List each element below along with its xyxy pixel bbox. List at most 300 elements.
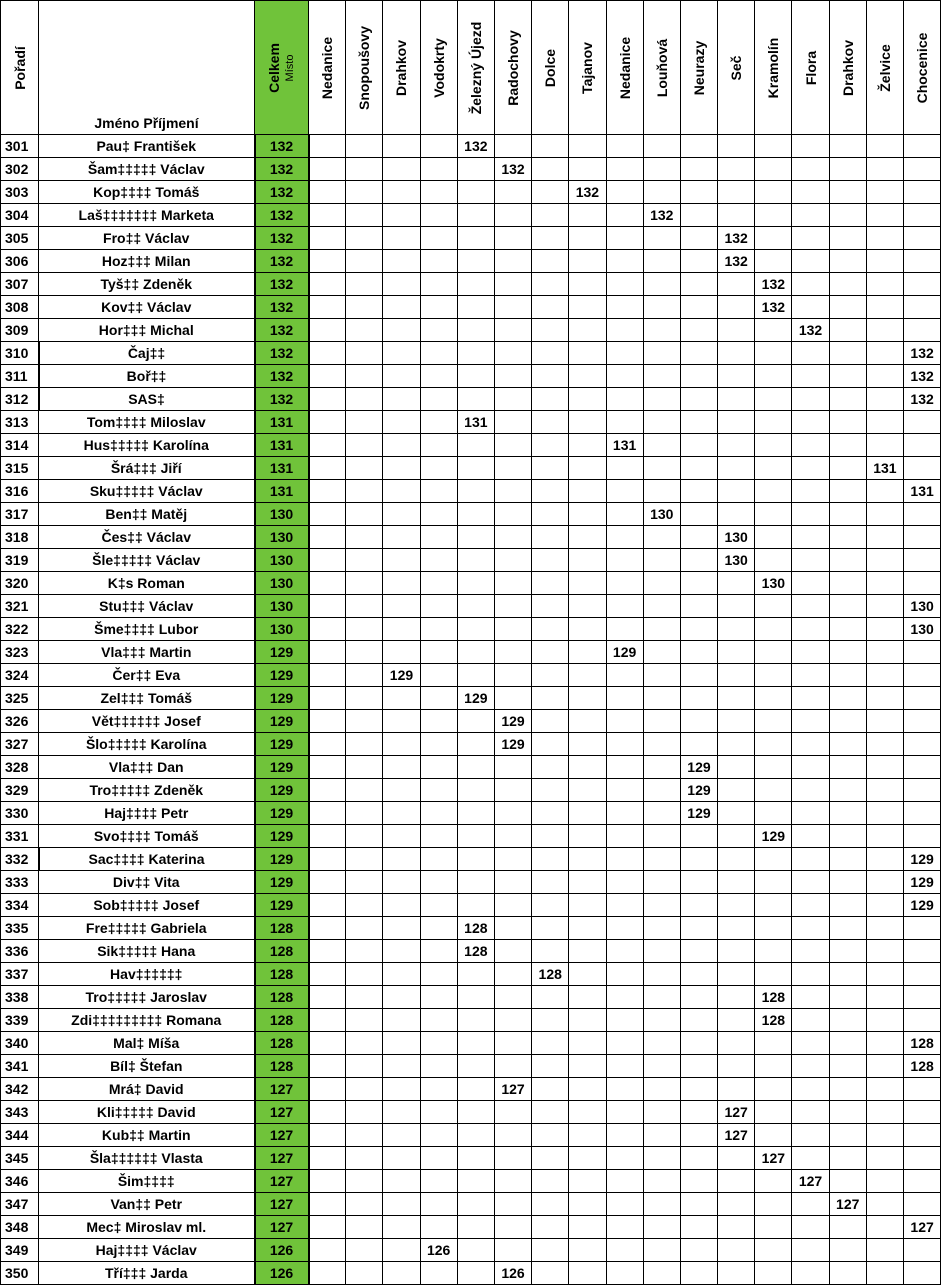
venue-score-cell (532, 503, 569, 526)
venue-score-cell (383, 1193, 420, 1216)
venue-score-cell (718, 664, 755, 687)
venue-score-cell: 129 (755, 825, 792, 848)
name-cell: Laš‡‡‡‡‡‡‡ Marketa (39, 204, 255, 227)
venue-score-cell (643, 664, 680, 687)
venue-score-cell (420, 986, 457, 1009)
venue-score-cell (643, 641, 680, 664)
venue-score-cell (866, 319, 903, 342)
rank-cell: 326 (1, 710, 39, 733)
venue-score-cell (606, 227, 643, 250)
venue-score-cell (494, 940, 531, 963)
venue-score-cell (643, 457, 680, 480)
venue-score-cell (680, 1170, 717, 1193)
venue-score-cell (383, 411, 420, 434)
venue-score-cell (494, 917, 531, 940)
venue-score-cell (904, 756, 941, 779)
venue-score-cell (718, 480, 755, 503)
venue-score-cell (457, 1124, 494, 1147)
venue-score-cell (792, 756, 829, 779)
venue-score-cell (866, 204, 903, 227)
venue-score-cell (532, 434, 569, 457)
venue-score-cell (346, 963, 383, 986)
venue-score-cell (643, 296, 680, 319)
table-row (1, 342, 941, 365)
total-cell: 127 (255, 1078, 309, 1101)
venue-score-cell (420, 894, 457, 917)
venue-score-cell (494, 411, 531, 434)
venue-score-cell (680, 319, 717, 342)
table-row (1, 848, 941, 871)
venue-score-cell (718, 618, 755, 641)
total-cell: 129 (255, 710, 309, 733)
venue-score-cell (680, 273, 717, 296)
name-cell: Hav‡‡‡‡‡‡ (39, 963, 255, 986)
total-cell: 127 (255, 1147, 309, 1170)
venue-score-cell (829, 641, 866, 664)
venue-score-cell (792, 181, 829, 204)
venue-score-cell: 129 (904, 894, 941, 917)
venue-score-cell (532, 319, 569, 342)
venue-score-cell (494, 1124, 531, 1147)
venue-score-cell (718, 894, 755, 917)
venue-score-cell (643, 181, 680, 204)
venue-score-cell (606, 342, 643, 365)
venue-header: Nedanice (309, 1, 346, 135)
venue-score-cell (569, 1009, 606, 1032)
rank-cell: 349 (1, 1239, 39, 1262)
venue-score-cell (309, 664, 346, 687)
venue-score-cell: 128 (532, 963, 569, 986)
venue-score-cell (829, 1147, 866, 1170)
venue-score-cell (532, 1055, 569, 1078)
venue-score-cell (383, 618, 420, 641)
rank-cell: 304 (1, 204, 39, 227)
venue-score-cell (829, 710, 866, 733)
venue-score-cell (718, 848, 755, 871)
venue-score-cell (346, 1124, 383, 1147)
table-row (1, 204, 941, 227)
venue-score-cell (569, 250, 606, 273)
rank-cell: 340 (1, 1032, 39, 1055)
venue-score-cell (309, 388, 346, 411)
venue-score-cell (309, 1055, 346, 1078)
venue-score-cell (420, 480, 457, 503)
venue-score-cell: 127 (792, 1170, 829, 1193)
venue-score-cell (309, 733, 346, 756)
venue-score-cell (457, 526, 494, 549)
venue-score-cell (532, 1101, 569, 1124)
name-cell: Šam‡‡‡‡‡ Václav (39, 158, 255, 181)
venue-score-cell (606, 1032, 643, 1055)
venue-score-cell (569, 388, 606, 411)
venue-score-cell (383, 687, 420, 710)
venue-score-cell (680, 181, 717, 204)
rank-cell: 308 (1, 296, 39, 319)
venue-score-cell (680, 434, 717, 457)
table-row (1, 1193, 941, 1216)
venue-score-cell (569, 1078, 606, 1101)
venue-score-cell (829, 250, 866, 273)
rank-cell: 319 (1, 549, 39, 572)
venue-score-cell (643, 1055, 680, 1078)
total-cell: 127 (255, 1193, 309, 1216)
venue-score-cell (866, 1009, 903, 1032)
venue-header: Železný Újezd (457, 1, 494, 135)
venue-score-cell (643, 894, 680, 917)
venue-score-cell (904, 1239, 941, 1262)
venue-score-cell (494, 526, 531, 549)
venue-score-cell (532, 825, 569, 848)
venue-score-cell (606, 618, 643, 641)
total-cell: 132 (255, 388, 309, 411)
venue-score-cell (457, 457, 494, 480)
venue-score-cell (346, 664, 383, 687)
venue-score-cell (829, 158, 866, 181)
venue-score-cell (680, 1193, 717, 1216)
total-cell: 132 (255, 158, 309, 181)
venue-score-cell (457, 434, 494, 457)
venue-header: Nedanice (606, 1, 643, 135)
venue-score-cell (904, 1170, 941, 1193)
venue-score-cell (420, 871, 457, 894)
venue-score-cell (755, 135, 792, 158)
venue-score-cell (569, 572, 606, 595)
venue-score-cell (309, 158, 346, 181)
venue-score-cell (420, 296, 457, 319)
venue-score-cell (532, 894, 569, 917)
venue-score-cell (829, 1009, 866, 1032)
venue-score-cell (606, 963, 643, 986)
venue-score-cell (420, 434, 457, 457)
rank-cell: 314 (1, 434, 39, 457)
venue-score-cell (420, 664, 457, 687)
venue-score-cell (346, 733, 383, 756)
venue-score-cell (420, 549, 457, 572)
total-cell: 131 (255, 411, 309, 434)
venue-score-cell (718, 411, 755, 434)
venue-score-cell (829, 296, 866, 319)
venue-score-cell (309, 1262, 346, 1285)
venue-header: Louňová (643, 1, 680, 135)
venue-score-cell: 126 (420, 1239, 457, 1262)
venue-score-cell: 127 (755, 1147, 792, 1170)
venue-score-cell (866, 1101, 903, 1124)
venue-score-cell (755, 388, 792, 411)
venue-score-cell: 128 (755, 1009, 792, 1032)
name-cell: Mrá‡ David (39, 1078, 255, 1101)
venue-score-cell (569, 480, 606, 503)
venue-score-cell (718, 641, 755, 664)
venue-score-cell (383, 1262, 420, 1285)
venue-score-cell (829, 917, 866, 940)
venue-score-cell (346, 480, 383, 503)
venue-score-cell: 132 (755, 273, 792, 296)
venue-score-cell (309, 687, 346, 710)
venue-score-cell: 132 (457, 135, 494, 158)
venue-score-cell (494, 641, 531, 664)
venue-score-cell (643, 779, 680, 802)
rank-cell: 315 (1, 457, 39, 480)
venue-score-cell (904, 434, 941, 457)
venue-score-cell (309, 618, 346, 641)
venue-score-cell (866, 756, 903, 779)
venue-score-cell (718, 779, 755, 802)
venue-score-cell (904, 802, 941, 825)
venue-score-cell (680, 135, 717, 158)
venue-score-cell (569, 986, 606, 1009)
venue-score-cell (904, 1009, 941, 1032)
venue-score-cell (532, 1239, 569, 1262)
venue-score-cell (680, 296, 717, 319)
venue-score-cell (420, 710, 457, 733)
venue-score-cell (904, 641, 941, 664)
venue-score-cell (569, 802, 606, 825)
name-cell: Tyš‡‡ Zdeněk (39, 273, 255, 296)
venue-score-cell (457, 250, 494, 273)
venue-score-cell (792, 572, 829, 595)
rank-cell: 323 (1, 641, 39, 664)
venue-score-cell (718, 434, 755, 457)
venue-score-cell (457, 204, 494, 227)
rank-cell: 311 (1, 365, 39, 388)
venue-score-cell (383, 1216, 420, 1239)
venue-score-cell (309, 1193, 346, 1216)
venue-score-cell (532, 917, 569, 940)
venue-score-cell (829, 1170, 866, 1193)
venue-score-cell (718, 710, 755, 733)
venue-score-cell (643, 618, 680, 641)
venue-score-cell (457, 894, 494, 917)
rank-cell: 330 (1, 802, 39, 825)
name-cell: Tří‡‡‡ Jarda (39, 1262, 255, 1285)
venue-score-cell: 129 (680, 779, 717, 802)
rank-cell: 322 (1, 618, 39, 641)
name-cell: Zdi‡‡‡‡‡‡‡‡‡ Romana (39, 1009, 255, 1032)
venue-score-cell (829, 273, 866, 296)
venue-score-cell (346, 710, 383, 733)
venue-score-cell (606, 158, 643, 181)
venue-score-cell (755, 710, 792, 733)
venue-score-cell (457, 158, 494, 181)
venue-score-cell (792, 296, 829, 319)
venue-score-cell (420, 825, 457, 848)
venue-score-cell (569, 526, 606, 549)
venue-score-cell (346, 250, 383, 273)
venue-score-cell (718, 181, 755, 204)
venue-score-cell (866, 1239, 903, 1262)
table-row (1, 986, 941, 1009)
venue-score-cell (866, 779, 903, 802)
venue-score-cell (494, 227, 531, 250)
venue-score-cell (680, 526, 717, 549)
venue-score-cell (718, 1009, 755, 1032)
venue-score-cell (606, 1078, 643, 1101)
venue-score-cell (680, 480, 717, 503)
venue-score-cell (904, 204, 941, 227)
venue-score-cell (494, 894, 531, 917)
venue-score-cell (309, 181, 346, 204)
venue-score-cell: 130 (643, 503, 680, 526)
venue-score-cell (718, 1147, 755, 1170)
venue-score-cell (792, 779, 829, 802)
venue-score-cell: 128 (457, 917, 494, 940)
venue-score-cell (680, 940, 717, 963)
table-row (1, 365, 941, 388)
venue-score-cell (606, 549, 643, 572)
rank-cell: 337 (1, 963, 39, 986)
table-row (1, 917, 941, 940)
venue-score-cell (792, 963, 829, 986)
venue-score-cell (532, 158, 569, 181)
venue-score-cell (457, 296, 494, 319)
venue-score-cell (420, 1009, 457, 1032)
venue-score-cell (755, 618, 792, 641)
venue-score-cell (829, 687, 866, 710)
venue-score-cell: 131 (904, 480, 941, 503)
venue-score-cell (420, 618, 457, 641)
venue-score-cell (494, 1216, 531, 1239)
venue-header: Dolce (532, 1, 569, 135)
venue-score-cell (643, 1078, 680, 1101)
name-cell: Šlo‡‡‡‡‡ Karolína (39, 733, 255, 756)
venue-header: Snopoušovy (346, 1, 383, 135)
venue-score-cell (643, 940, 680, 963)
venue-score-cell (346, 388, 383, 411)
table-row (1, 1055, 941, 1078)
name-cell: Tro‡‡‡‡‡ Jaroslav (39, 986, 255, 1009)
total-cell: 129 (255, 871, 309, 894)
venue-score-cell (569, 848, 606, 871)
venue-score-cell (383, 503, 420, 526)
venue-score-cell (680, 963, 717, 986)
venue-score-cell (346, 411, 383, 434)
venue-header: Želvice (866, 1, 903, 135)
table-row (1, 871, 941, 894)
venue-score-cell (829, 480, 866, 503)
venue-score-cell (755, 1193, 792, 1216)
venue-score-cell (309, 296, 346, 319)
venue-score-cell (904, 825, 941, 848)
venue-score-cell (532, 273, 569, 296)
venue-score-cell (309, 503, 346, 526)
venue-score-cell (494, 319, 531, 342)
venue-score-cell (829, 319, 866, 342)
venue-score-cell (643, 1170, 680, 1193)
venue-score-cell (606, 135, 643, 158)
venue-score-cell (643, 733, 680, 756)
venue-score-cell (346, 1170, 383, 1193)
venue-score-cell (457, 1078, 494, 1101)
venue-score-cell (718, 503, 755, 526)
venue-score-cell (866, 411, 903, 434)
venue-header: Vodokrty (420, 1, 457, 135)
venue-score-cell (606, 802, 643, 825)
name-cell: Kub‡‡ Martin (39, 1124, 255, 1147)
venue-score-cell (718, 296, 755, 319)
venue-score-cell (904, 710, 941, 733)
venue-score-cell (383, 756, 420, 779)
total-cell: 129 (255, 825, 309, 848)
rank-header: Pořadí (1, 1, 39, 135)
venue-score-cell (792, 1239, 829, 1262)
venue-score-cell (866, 986, 903, 1009)
venue-score-cell (569, 871, 606, 894)
venue-score-cell (532, 204, 569, 227)
venue-score-cell (792, 1055, 829, 1078)
venue-score-cell (457, 641, 494, 664)
rank-cell: 321 (1, 595, 39, 618)
venue-score-cell (904, 572, 941, 595)
name-cell: Haj‡‡‡‡ Václav (39, 1239, 255, 1262)
rank-cell: 341 (1, 1055, 39, 1078)
venue-score-cell (383, 963, 420, 986)
venue-score-cell (718, 273, 755, 296)
venue-score-cell (569, 1193, 606, 1216)
venue-score-cell (643, 687, 680, 710)
venue-score-cell (494, 1032, 531, 1055)
venue-score-cell (829, 664, 866, 687)
venue-score-cell (792, 1124, 829, 1147)
total-cell: 132 (255, 204, 309, 227)
rank-cell: 343 (1, 1101, 39, 1124)
table-row (1, 503, 941, 526)
venue-score-cell (904, 917, 941, 940)
venue-score-cell (383, 1055, 420, 1078)
venue-score-cell (346, 940, 383, 963)
rank-cell: 317 (1, 503, 39, 526)
venue-score-cell (457, 319, 494, 342)
venue-score-cell (494, 250, 531, 273)
total-cell: 130 (255, 618, 309, 641)
venue-score-cell (420, 1032, 457, 1055)
name-cell: K‡s Roman (39, 572, 255, 595)
venue-score-cell (792, 204, 829, 227)
venue-score-cell (680, 1124, 717, 1147)
table-row (1, 1124, 941, 1147)
venue-score-cell (606, 250, 643, 273)
table-row (1, 963, 941, 986)
venue-score-cell (346, 641, 383, 664)
venue-score-cell (494, 549, 531, 572)
venue-score-cell (494, 135, 531, 158)
venue-score-cell: 131 (457, 411, 494, 434)
venue-score-cell (346, 319, 383, 342)
venue-score-cell (792, 457, 829, 480)
venue-score-cell (606, 411, 643, 434)
table-row (1, 1032, 941, 1055)
venue-score-cell (420, 1124, 457, 1147)
venue-score-cell (792, 1078, 829, 1101)
venue-score-cell (346, 687, 383, 710)
venue-score-cell (309, 365, 346, 388)
venue-score-cell (606, 1239, 643, 1262)
venue-score-cell (643, 1147, 680, 1170)
venue-score-cell (643, 273, 680, 296)
venue-score-cell (829, 503, 866, 526)
table-row (1, 687, 941, 710)
venue-score-cell (383, 595, 420, 618)
venue-score-cell (904, 411, 941, 434)
venue-score-cell (866, 1147, 903, 1170)
venue-score-cell (718, 963, 755, 986)
venue-score-cell (420, 204, 457, 227)
venue-score-cell (532, 526, 569, 549)
venue-score-cell (904, 181, 941, 204)
venue-score-cell (866, 802, 903, 825)
venue-score-cell: 129 (494, 733, 531, 756)
venue-score-cell (829, 1239, 866, 1262)
table-row (1, 1262, 941, 1285)
